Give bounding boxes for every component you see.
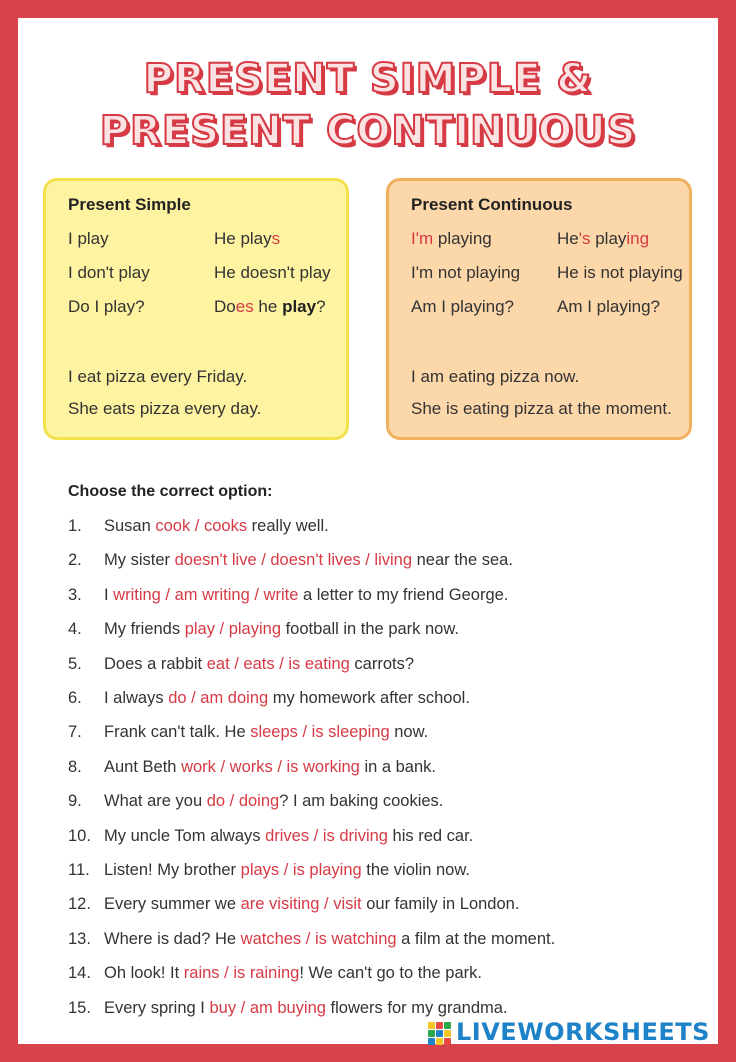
text-segment: our family in London. xyxy=(361,895,520,914)
highlight-text: sleeps / is sleeping xyxy=(250,723,390,742)
worksheet-page xyxy=(18,18,718,1044)
present-continuous-heading: Present Continuous xyxy=(411,195,573,214)
present-simple-box xyxy=(43,178,349,440)
continuous-row-1-left xyxy=(411,229,492,249)
text-segment: Oh look! It xyxy=(104,964,184,983)
highlight-text: work / works / is working xyxy=(181,757,360,776)
text-segment: near the sea. xyxy=(412,551,513,570)
exercise-item-number: 15. xyxy=(68,998,91,1017)
exercise-instruction: Choose the correct option: xyxy=(68,483,273,500)
present-simple-heading: Present Simple xyxy=(68,195,191,214)
text-segment: Listen! My brother xyxy=(104,861,241,879)
continuous-row-1-right xyxy=(557,229,649,249)
exercise-item-12 xyxy=(68,895,519,914)
text-segment: Aunt Beth xyxy=(104,757,182,776)
exercise-item-number: 4. xyxy=(68,620,82,639)
text-segment: he xyxy=(253,297,283,316)
text-segment: My friends xyxy=(104,620,185,639)
continuous-row-2-right xyxy=(557,263,683,283)
text-segment: Frank can't talk. He xyxy=(104,723,251,742)
text-segment: carrots? xyxy=(349,654,415,673)
exercise-item-6 xyxy=(68,689,470,708)
highlight-text: do / doing xyxy=(206,792,280,811)
highlight-text: watches / is watching xyxy=(240,929,397,948)
highlight-text: play / playing xyxy=(184,620,281,639)
highlight-text: doesn't live / doesn't lives / living xyxy=(174,551,413,570)
text-segment: Susan xyxy=(104,517,156,535)
text-segment: Where is dad? He xyxy=(104,929,241,948)
exercise-item-number: 12. xyxy=(68,895,91,914)
text-segment: He doesn't play xyxy=(214,263,331,282)
highlight-text: I'm xyxy=(411,229,434,248)
exercise-item-number: 9. xyxy=(68,792,82,811)
text-segment: a film at the moment. xyxy=(396,929,556,948)
highlight-text: are visiting / visit xyxy=(240,895,362,914)
simple-row-2-left: I don't play xyxy=(68,263,150,282)
text-segment: He play xyxy=(214,229,272,248)
text-segment: a letter to my friend George. xyxy=(298,585,509,604)
exercise-item-number: 10. xyxy=(68,826,91,845)
text-segment: ? I am baking cookies. xyxy=(279,792,444,811)
exercise-item-11 xyxy=(68,861,470,880)
simple-row-3-right xyxy=(214,297,326,317)
text-segment: ? xyxy=(316,297,326,316)
exercise-item-10 xyxy=(68,827,473,846)
continuous-example-2: She is eating pizza at the moment. xyxy=(411,399,672,418)
continuous-row-2-left xyxy=(411,263,520,283)
exercise-item-number: 14. xyxy=(68,964,91,983)
text-segment: My uncle Tom always xyxy=(104,826,266,845)
text-segment: play xyxy=(282,297,317,316)
exercise-item-7 xyxy=(68,723,428,742)
exercise-item-number: 6. xyxy=(68,689,82,707)
exercise-item-number: 7. xyxy=(68,723,82,742)
highlight-text: cook / cooks xyxy=(155,517,248,535)
highlight-text: eat / eats / is eating xyxy=(206,654,350,673)
exercise-item-number: 11. xyxy=(68,861,90,879)
exercise-item-4 xyxy=(68,620,459,639)
simple-row-1-right xyxy=(214,229,280,249)
liveworksheets-logo xyxy=(428,1018,718,1044)
title-line-1: PRESENT SIMPLE & xyxy=(143,56,593,102)
exercise-item-15 xyxy=(68,999,508,1018)
highlight-text: s xyxy=(271,229,281,248)
exercise-item-8 xyxy=(68,758,436,777)
exercise-item-number: 8. xyxy=(68,757,82,776)
simple-row-3-left: Do I play? xyxy=(68,297,145,316)
text-segment: ! We can't go to the park. xyxy=(299,964,482,983)
text-segment: now. xyxy=(389,723,429,742)
text-segment: What are you xyxy=(104,792,207,811)
highlight-text: drives / is driving xyxy=(265,826,388,845)
exercise-item-number: 1. xyxy=(68,517,82,535)
text-segment: flowers for my grandma. xyxy=(325,998,508,1017)
text-segment: his red car. xyxy=(387,826,474,845)
simple-row-1-left: I play xyxy=(68,229,109,248)
highlight-text: buy / am buying xyxy=(209,998,326,1017)
title-line-2: PRESENT CONTINUOUS xyxy=(99,108,637,154)
text-segment: Am I playing? xyxy=(557,297,660,316)
text-segment: football in the park now. xyxy=(281,620,459,639)
text-segment: My sister xyxy=(104,551,175,570)
exercise-item-14 xyxy=(68,964,482,983)
text-segment: Does a rabbit xyxy=(104,654,207,673)
exercise-item-number: 13. xyxy=(68,929,91,948)
highlight-text: do / am doing xyxy=(168,689,269,707)
text-segment: really well. xyxy=(247,517,329,535)
text-segment: I'm not playing xyxy=(411,263,521,282)
text-segment: playing xyxy=(433,229,492,248)
text-segment: the violin now. xyxy=(361,861,470,879)
highlight-text: plays / is playing xyxy=(240,861,362,879)
exercise-item-13 xyxy=(68,930,555,949)
text-segment: play xyxy=(590,229,627,248)
text-segment: Every summer we xyxy=(104,895,241,914)
simple-example-1: I eat pizza every Friday. xyxy=(68,367,248,386)
simple-example-2: She eats pizza every day. xyxy=(68,399,262,418)
exercise-item-2 xyxy=(68,551,513,570)
text-segment: Do xyxy=(214,297,236,316)
present-continuous-box xyxy=(386,178,692,440)
liveworksheets-logo-text: LIVEWORKSHEETS xyxy=(456,1018,710,1046)
exercise-item-3 xyxy=(68,586,508,605)
text-segment: Every spring I xyxy=(104,998,210,1017)
continuous-row-3-left xyxy=(411,297,514,317)
continuous-example-1: I am eating pizza now. xyxy=(411,367,580,386)
text-segment: He xyxy=(557,229,579,248)
text-segment: I always xyxy=(104,689,169,707)
simple-row-2-right xyxy=(214,263,331,283)
exercise-item-1 xyxy=(68,517,329,536)
exercise-item-9 xyxy=(68,792,443,811)
exercise-item-number: 3. xyxy=(68,585,82,604)
highlight-text: writing / am writing / write xyxy=(113,585,299,604)
highlight-text: es xyxy=(235,297,254,316)
text-segment: I xyxy=(104,585,114,604)
continuous-row-3-right xyxy=(557,297,660,317)
exercise-item-number: 5. xyxy=(68,654,82,673)
exercise-item-number: 2. xyxy=(68,551,82,570)
highlight-text: ing xyxy=(626,229,650,248)
text-segment: my homework after school. xyxy=(268,689,470,707)
exercise-item-5 xyxy=(68,655,414,674)
text-segment: in a bank. xyxy=(359,757,436,776)
text-segment: Am I playing? xyxy=(411,297,514,316)
highlight-text: 's xyxy=(578,229,591,248)
liveworksheets-logo-icon xyxy=(428,1022,452,1044)
highlight-text: rains / is raining xyxy=(183,964,300,983)
text-segment: He is not playing xyxy=(557,263,683,282)
